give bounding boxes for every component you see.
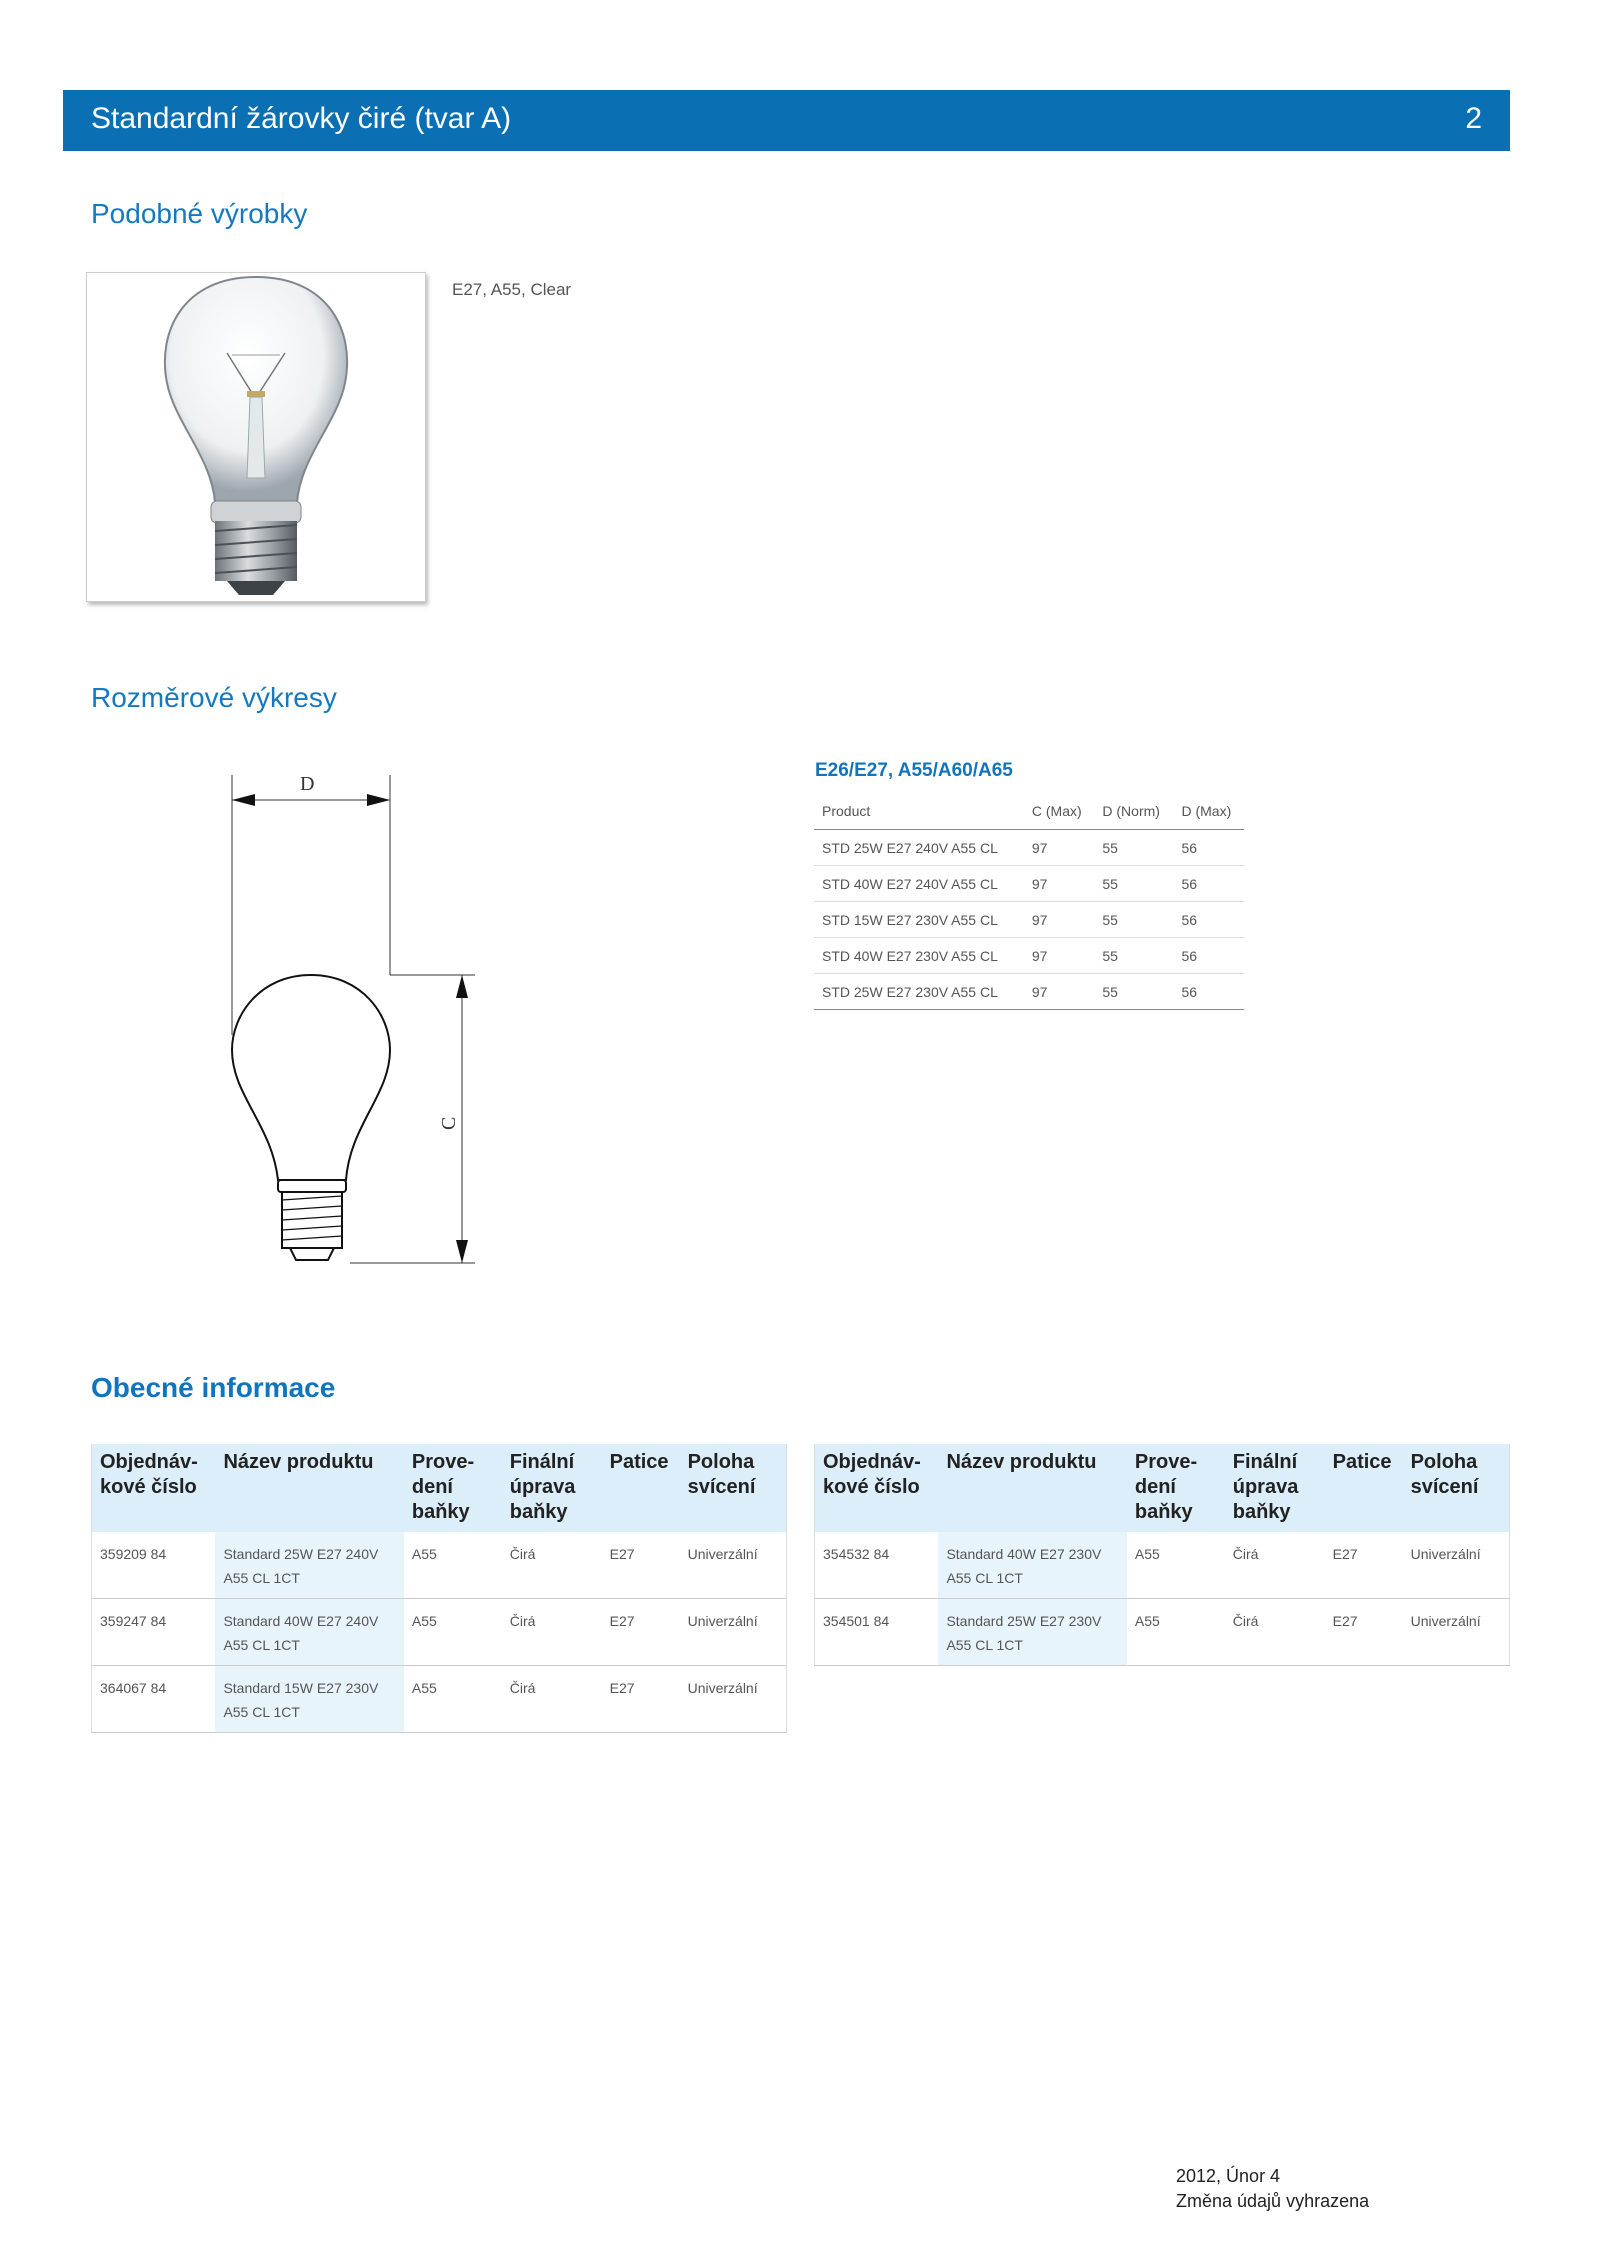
- order-number: 364067 84: [92, 1666, 216, 1733]
- table-cell: STD 40W E27 230V A55 CL: [814, 938, 1024, 974]
- table-cell: 56: [1173, 866, 1244, 902]
- light-bulb-photo: [87, 273, 425, 601]
- dimension-table-header: [814, 795, 1244, 830]
- general-info-table-right: [814, 1444, 1510, 1666]
- column-header: Patice: [602, 1444, 680, 1532]
- general-info-table-left: [91, 1444, 787, 1733]
- bulb-shape: A55: [1127, 1532, 1225, 1599]
- column-header: Product: [814, 795, 1024, 830]
- order-number: 359247 84: [92, 1599, 216, 1666]
- bulb-finish: Čirá: [1225, 1532, 1325, 1599]
- product-name: Standard 15W E27 230V A55 CL 1CT: [215, 1666, 403, 1733]
- table-cell: 56: [1173, 938, 1244, 974]
- burning-position: Univerzální: [680, 1532, 787, 1599]
- column-header: Název produktu: [938, 1444, 1126, 1532]
- cap-base: E27: [1325, 1532, 1403, 1599]
- dimensional-drawings-heading: Rozměrové výkresy: [91, 682, 337, 713]
- bulb-finish: Čirá: [502, 1666, 602, 1733]
- column-header: Poloha svícení: [680, 1444, 787, 1532]
- table-cell: 97: [1024, 866, 1095, 902]
- column-header: Objednáv- kové číslo: [92, 1444, 216, 1532]
- order-number: 354532 84: [815, 1532, 939, 1599]
- table-row: [814, 902, 1244, 938]
- burning-position: Univerzální: [680, 1599, 787, 1666]
- footer-disclaimer: Změna údajů vyhrazena: [1176, 2191, 1370, 2211]
- table-cell: STD 25W E27 230V A55 CL: [814, 974, 1024, 1010]
- similar-product-caption: E27, A55, Clear: [452, 280, 572, 299]
- table-cell: 97: [1024, 974, 1095, 1010]
- bulb-shape: A55: [404, 1532, 502, 1599]
- table-row: [814, 866, 1244, 902]
- table-row: [815, 1532, 1510, 1599]
- bulb-finish: Čirá: [1225, 1599, 1325, 1666]
- order-number: 359209 84: [92, 1532, 216, 1599]
- table-cell: 55: [1094, 866, 1173, 902]
- column-header: Prove- dení baňky: [404, 1444, 502, 1532]
- table-cell: STD 25W E27 240V A55 CL: [814, 830, 1024, 866]
- bulb-finish: Čirá: [502, 1532, 602, 1599]
- column-header: Prove- dení baňky: [1127, 1444, 1225, 1532]
- table-cell: 55: [1094, 902, 1173, 938]
- column-header: D (Max): [1173, 795, 1244, 830]
- table-row: [92, 1599, 787, 1666]
- product-name: Standard 25W E27 240V A55 CL 1CT: [215, 1532, 403, 1599]
- column-header: Finální úprava baňky: [502, 1444, 602, 1532]
- order-number: 354501 84: [815, 1599, 939, 1666]
- column-header: D (Norm): [1094, 795, 1173, 830]
- bulb-shape: A55: [404, 1599, 502, 1666]
- table-cell: 56: [1173, 974, 1244, 1010]
- table-cell: 97: [1024, 938, 1095, 974]
- general-info-heading: Obecné informace: [91, 1372, 336, 1403]
- product-image: [86, 272, 426, 602]
- table-cell: 97: [1024, 830, 1095, 866]
- info-table-header: [92, 1444, 787, 1532]
- column-header: Název produktu: [215, 1444, 403, 1532]
- column-header: Objednáv- kové číslo: [815, 1444, 939, 1532]
- cap-base: E27: [602, 1532, 680, 1599]
- table-row: [814, 938, 1244, 974]
- dimension-d-label: D: [300, 773, 315, 795]
- dimension-c-label: C: [438, 1116, 460, 1130]
- bulb-shape: A55: [404, 1666, 502, 1733]
- table-row: [815, 1599, 1510, 1666]
- page-title: Standardní žárovky čiré (tvar A): [91, 102, 512, 135]
- table-row: [814, 830, 1244, 866]
- burning-position: Univerzální: [1403, 1532, 1510, 1599]
- dimension-drawing: [200, 760, 500, 1280]
- table-cell: STD 40W E27 240V A55 CL: [814, 866, 1024, 902]
- table-cell: 55: [1094, 830, 1173, 866]
- column-header: C (Max): [1024, 795, 1095, 830]
- table-cell: 55: [1094, 938, 1173, 974]
- cap-base: E27: [602, 1666, 680, 1733]
- burning-position: Univerzální: [680, 1666, 787, 1733]
- cap-base: E27: [602, 1599, 680, 1666]
- table-row: [92, 1532, 787, 1599]
- table-cell: 97: [1024, 902, 1095, 938]
- product-name: Standard 40W E27 240V A55 CL 1CT: [215, 1599, 403, 1666]
- bulb-shape: A55: [1127, 1599, 1225, 1666]
- product-name: Standard 25W E27 230V A55 CL 1CT: [938, 1599, 1126, 1666]
- dimension-table-title: E26/E27, A55/A60/A65: [815, 760, 1013, 781]
- footer-date: 2012, Únor 4: [1176, 2166, 1281, 2186]
- page-number: 2: [1465, 102, 1482, 135]
- bulb-finish: Čirá: [502, 1599, 602, 1666]
- product-name: Standard 40W E27 230V A55 CL 1CT: [938, 1532, 1126, 1599]
- column-header: Poloha svícení: [1403, 1444, 1510, 1532]
- table-row: [92, 1666, 787, 1733]
- column-header: Finální úprava baňky: [1225, 1444, 1325, 1532]
- dimension-table: [814, 795, 1244, 1010]
- table-cell: STD 15W E27 230V A55 CL: [814, 902, 1024, 938]
- info-table-header: [815, 1444, 1510, 1532]
- column-header: Patice: [1325, 1444, 1403, 1532]
- header-bar: [63, 90, 1510, 151]
- burning-position: Univerzální: [1403, 1599, 1510, 1666]
- table-cell: 55: [1094, 974, 1173, 1010]
- table-cell: 56: [1173, 902, 1244, 938]
- cap-base: E27: [1325, 1599, 1403, 1666]
- table-row: [814, 974, 1244, 1010]
- similar-products-heading: Podobné výrobky: [91, 198, 308, 229]
- table-cell: 56: [1173, 830, 1244, 866]
